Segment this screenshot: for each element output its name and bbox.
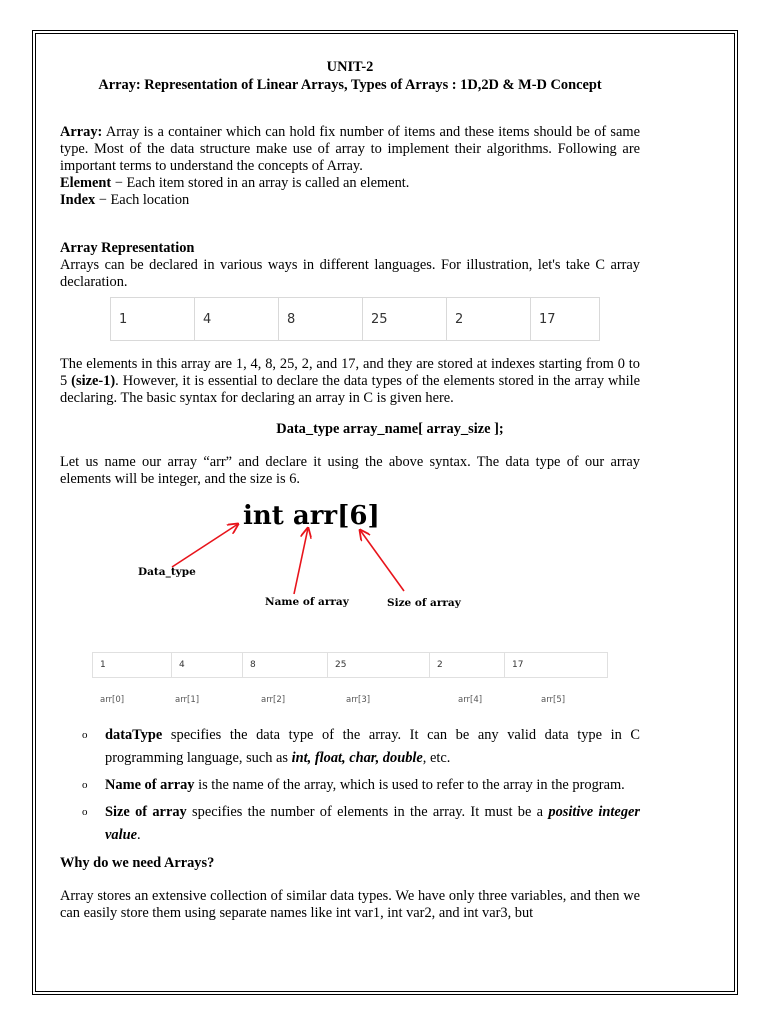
syntax-explanation-list — [60, 724, 640, 847]
representation-text: Arrays can be declared in various ways in different languages. For illustration, let's take C array declaration. — [60, 257, 640, 290]
unit-title: UNIT-2 — [326, 59, 374, 75]
indexed-cell: 17 — [505, 653, 608, 678]
label-array-size: Size of array — [387, 597, 461, 609]
label-array-name: Name of array — [265, 596, 349, 608]
arrows-svg — [60, 502, 640, 712]
indexed-cell: 4 — [172, 653, 243, 678]
arrow-data-type — [172, 524, 238, 567]
indexed-cell: 1 — [93, 653, 172, 678]
bullet-marker: o — [82, 779, 88, 791]
index-label: arr[0] — [100, 695, 125, 705]
array-cell: 1 — [111, 298, 195, 341]
index-label: arr[4] — [458, 695, 483, 705]
element-term: Element — [60, 175, 112, 191]
array-declaration-diagram — [60, 502, 640, 712]
list-item: o Size of array specifies the number of elements in the array. It must be a positive integer value. — [60, 801, 640, 847]
section-heading-why: Why do we need Arrays? — [60, 855, 215, 871]
why-paragraph: Array stores an extensive collection of similar data types. We have only three variables, and then we can easily store them using separate names like int var1, int var2, and int var3, but — [60, 888, 640, 921]
array-term: Array: — [60, 124, 103, 140]
index-definition-text: − Each location — [95, 192, 190, 208]
document-title: Array: Representation of Linear Arrays, Types of Arrays : 1D,2D & M-D Concept — [98, 77, 602, 93]
arrow-name — [294, 528, 308, 594]
index-label: arr[1] — [175, 695, 200, 705]
declaration-text: int arr[6] — [243, 501, 380, 531]
array-cell: 8 — [279, 298, 363, 341]
indexed-array-table — [92, 652, 608, 678]
array-definition-text: Array is a container which can hold fix number of items and these items should be of same type. Most of the data structure make use of array to implement their algorithms. Following are important terms to understand the concepts of Array. — [60, 124, 640, 174]
index-label: arr[3] — [346, 695, 371, 705]
list-item: o Name of array is the name of the array, which is used to refer to the array in the program. — [60, 774, 640, 797]
array-definition — [60, 124, 640, 175]
index-term: Index — [60, 192, 96, 208]
label-data-type: Data_type — [138, 566, 196, 578]
indexed-cell: 25 — [328, 653, 430, 678]
array-cell: 25 — [363, 298, 447, 341]
section-heading-representation: Array Representation — [60, 240, 195, 256]
array-cell: 17 — [531, 298, 600, 341]
index-label: arr[2] — [261, 695, 286, 705]
array-values-table — [110, 297, 600, 341]
index-label: arr[5] — [541, 695, 566, 705]
indexed-cell: 2 — [430, 653, 505, 678]
naming-paragraph: Let us name our array “arr” and declare it using the above syntax. The data type of our array elements will be integer, and the size is 6. — [60, 454, 640, 487]
size-minus-one: (size-1) — [71, 373, 116, 389]
element-definition — [60, 175, 640, 192]
document-page — [60, 58, 640, 922]
indexed-cell: 8 — [243, 653, 328, 678]
element-definition-text: − Each item stored in an array is called an element. — [111, 175, 410, 191]
list-item: o dataType specifies the data type of the array. It can be any valid data type in C programming language, such as int, float, char, double, etc. — [60, 724, 640, 770]
array-cell: 4 — [195, 298, 279, 341]
bullet-marker: o — [82, 806, 88, 818]
syntax-line: Data_type array_name[ array_size ]; — [276, 421, 504, 437]
elements-paragraph: The elements in this array are 1, 4, 8, 25, 2, and 17, and they are stored at indexes starting from 0 to 5 (size-1). However, it is essential to declare the data types of the elements stored in the array while declaring. The basic syntax for declaring an array in C is given here. — [60, 356, 640, 406]
bullet-marker: o — [82, 729, 88, 741]
array-cell: 2 — [447, 298, 531, 341]
index-definition — [60, 192, 640, 209]
arrow-size — [360, 530, 404, 591]
